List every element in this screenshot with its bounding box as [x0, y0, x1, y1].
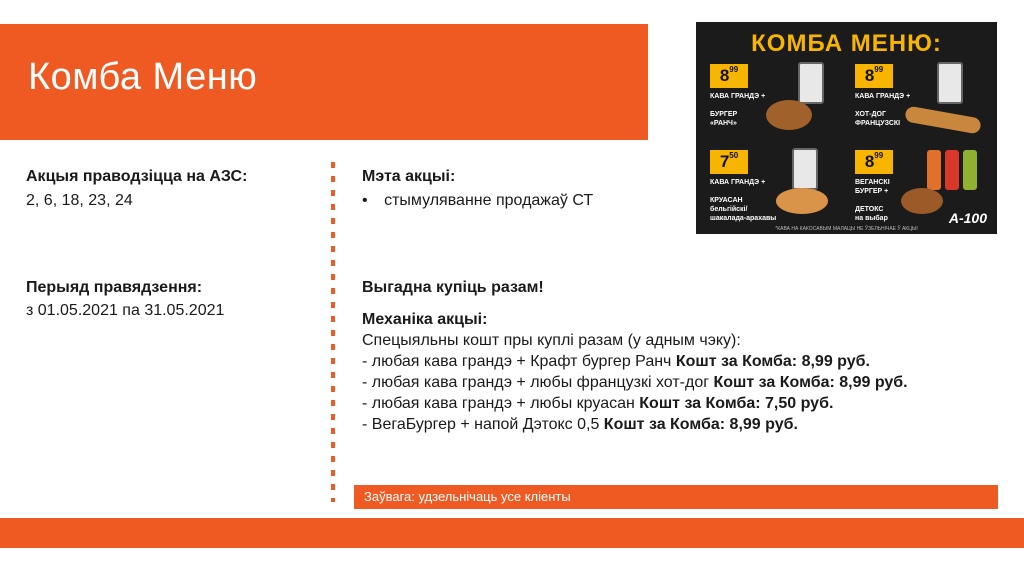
dotted-divider — [331, 162, 335, 502]
period-heading: Перыяд правядзення: — [26, 279, 203, 296]
promo-price: $8^{99}$ — [710, 64, 748, 88]
burger-icon — [766, 100, 812, 130]
period-section — [26, 277, 224, 321]
promo-price: $8^{99}$ — [855, 150, 893, 174]
period-value: з 01.05.2021 па 31.05.2021 — [26, 302, 225, 319]
coffee-cup-icon — [792, 148, 818, 190]
promo-footnote: *КАВА НА КАКОСАВЫМ МАЛАЦЫ НЕ ЎЗЕЛЬНІЧАЕ Ў АКЦЫІ — [775, 226, 918, 232]
stations-heading: Акцыя праводзіцца на АЗС: — [26, 168, 248, 185]
promo-card — [706, 62, 846, 134]
detox-bottle-icon — [963, 150, 977, 190]
promo-card — [851, 62, 991, 134]
goal-heading: Мэта акцыі: — [362, 168, 456, 185]
stations-section — [26, 166, 247, 211]
deal-section — [362, 277, 908, 435]
stations-value: 2, 6, 18, 23, 24 — [26, 192, 133, 209]
promo-price: $8^{99}$ — [855, 64, 893, 88]
burger-icon — [901, 188, 943, 214]
combo-menu-promo-image — [696, 22, 997, 234]
mechanics-item: - любая кава грандэ + любы круасан Кошт за Комба: 7,50 руб. — [362, 395, 834, 412]
coffee-cup-icon — [937, 62, 963, 104]
promo-card-text: КАВА ГРАНДЭ + ХОТ-ДОГ ФРАНЦУЗСКІ — [855, 93, 911, 127]
mechanics-intro: Спецыяльны кошт пры куплі разам (у адным чэку): — [362, 332, 741, 349]
hot-dog-icon — [904, 106, 982, 135]
promo-card-text: КАВА ГРАНДЭ + БУРГЕР «РАНЧ» — [710, 93, 766, 127]
promo-card-text: КАВА ГРАНДЭ + КРУАСАН бельгійскі/ шакалада-арахавы — [710, 179, 777, 222]
goal-item-text: стымуляванне продажаў СТ — [384, 192, 594, 209]
mechanics-heading: Механіка акцыі: — [362, 311, 488, 328]
mechanics-item: - ВегаБургер + напой Дэтокс 0,5 Кошт за Комба: 8,99 руб. — [362, 416, 798, 433]
detox-bottle-icon — [927, 150, 941, 190]
deal-heading: Выгадна купіць разам! — [362, 279, 544, 296]
detox-bottle-icon — [945, 150, 959, 190]
bullet: • — [362, 192, 368, 209]
brand-logo: A-100 — [948, 210, 987, 226]
promo-card-text: ВЕГАНСКІ БУРГЕР + ДЕТОКС на выбар — [855, 179, 890, 222]
bottom-bar — [0, 518, 1024, 548]
promo-title: КОМБА МЕНЮ: — [751, 30, 942, 57]
goal-section — [362, 166, 593, 211]
mechanics-item: - любая кава грандэ + любы французкі хот-дог Кошт за Комба: 8,99 руб. — [362, 374, 908, 391]
promo-price: $7^{50}$ — [710, 150, 748, 174]
promo-card — [706, 148, 846, 220]
page-title: Комба Меню — [28, 56, 258, 98]
note-text: Заўвага: удзельнічаць усе кліенты — [364, 489, 571, 504]
goal-item — [362, 190, 593, 211]
coffee-cup-icon — [798, 62, 824, 104]
mechanics-item: - любая кава грандэ + Крафт бургер Ранч Кошт за Комба: 8,99 руб. — [362, 353, 870, 370]
croissant-icon — [776, 188, 828, 214]
